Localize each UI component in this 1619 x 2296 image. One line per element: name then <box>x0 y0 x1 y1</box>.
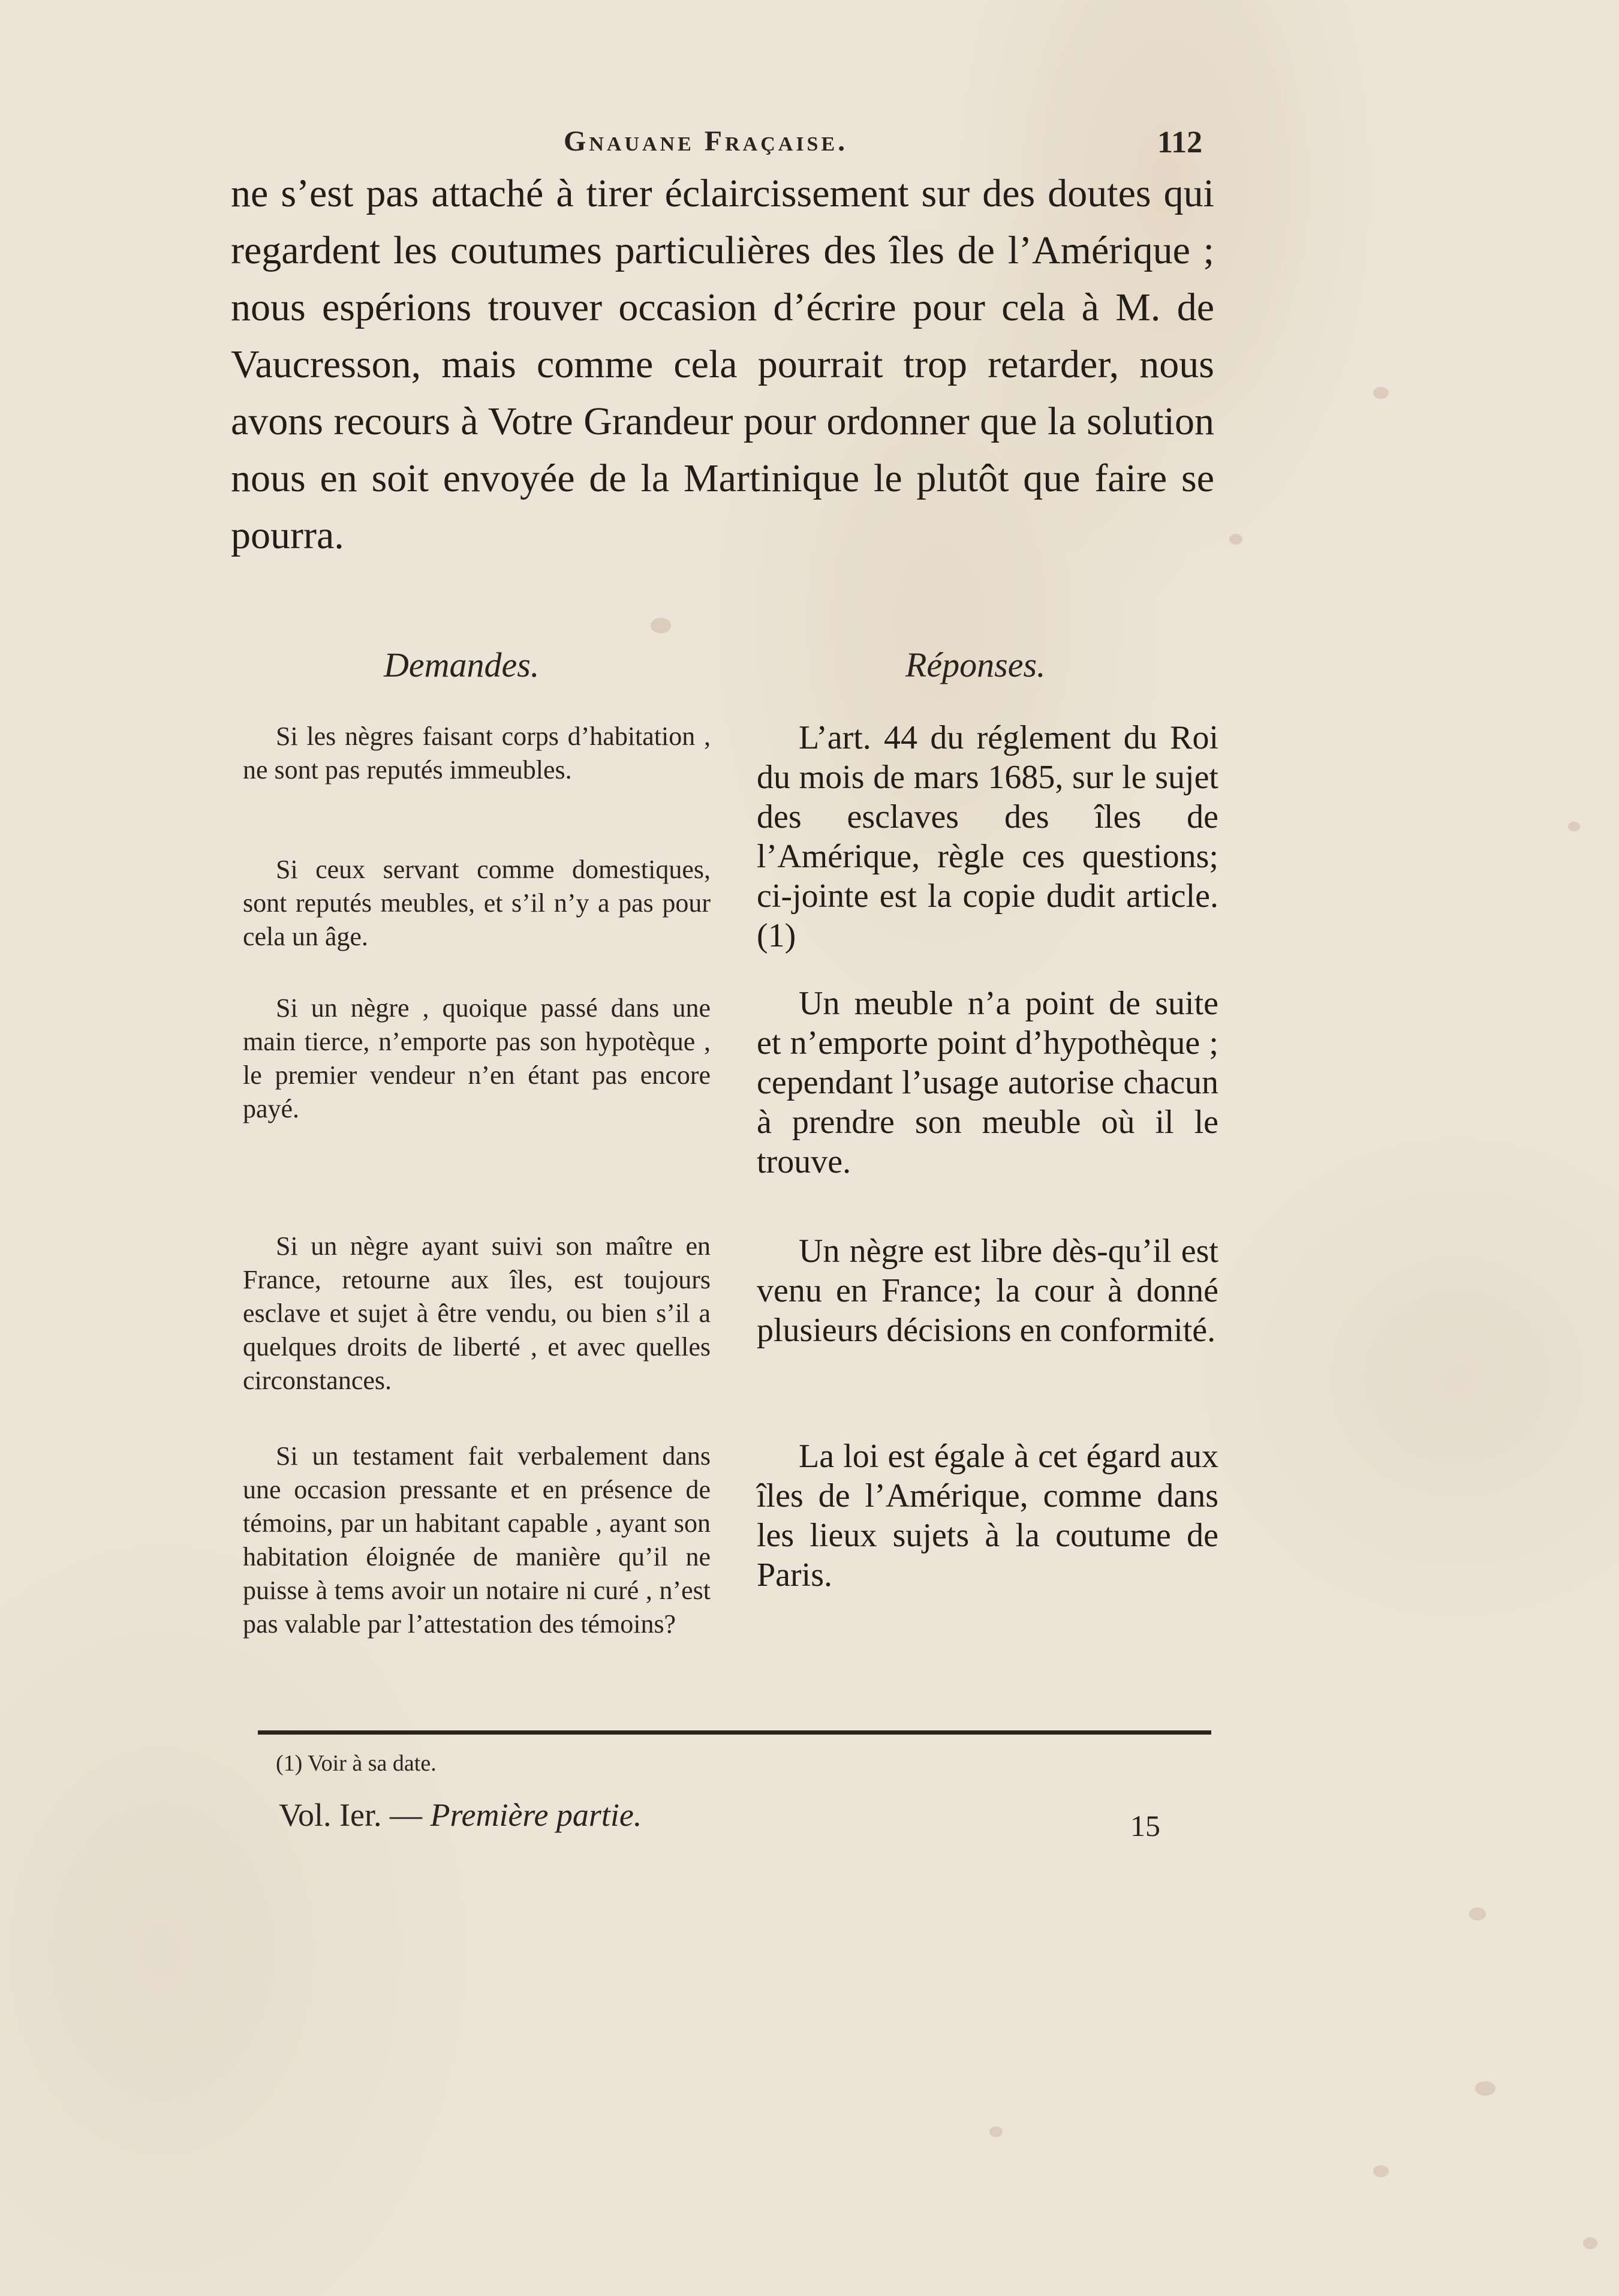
reponses-heading: Réponses. <box>905 645 1046 684</box>
demande-item: Si un testament fait verbalement dans une occasion pressante et en présence de témoins, par un habitant capable , ayant son habitation éloignée de manière qu’il ne puisse à tems avoir un notaire ni curé , n’est pas valable par l’attestation des témoins? <box>243 1441 711 1639</box>
age-spot <box>989 2126 1003 2137</box>
demande-item: Si ceux servant comme domestiques, sont reputés meubles, et s’il n’y a pas pour cela un âge. <box>243 855 711 951</box>
running-head: Gnauane Fraçaise. <box>564 125 848 157</box>
signature-volume: Vol. Ier. — <box>279 1797 422 1833</box>
reponse-item: Un meuble n’a point de suite et n’emporte point d’hypothèque ; cependant l’usage autorise chacun à prendre son meuble où il le trouve. <box>757 985 1218 1180</box>
reponse-item: La loi est égale à cet égard aux îles de l’Amérique, comme dans les lieux sujets à la coutume de Paris. <box>757 1438 1218 1594</box>
age-spot <box>651 618 671 633</box>
footnote-rule <box>258 1730 1211 1735</box>
age-spot <box>1469 1907 1486 1921</box>
demande-item: Si un nègre ayant suivi son maître en France, retourne aux îles, est toujours esclave et sujet à être vendu, ou bien s’il a quelques droits de liberté , et avec quelles circonstances. <box>243 1231 711 1395</box>
signature-line <box>279 1796 642 1834</box>
age-spot <box>1475 2081 1495 2096</box>
reponse-item: L’art. 44 du réglement du Roi du mois de mars 1685, sur le sujet des esclaves des îles de l’Amérique, règle ces questions; ci-jointe est la copie dudit article. (1) <box>757 719 1218 954</box>
signature-part: Première partie. <box>430 1797 642 1833</box>
demande-item: Si un nègre , quoique passé dans une main tierce, n’emporte pas son hypotèque , le premier vendeur n’en étant pas encore payé. <box>243 993 711 1123</box>
age-spot <box>1373 2165 1389 2177</box>
footnote: (1) Voir à sa date. <box>276 1751 437 1776</box>
demande-item: Si les nègres faisant corps d’habitation , ne sont pas reputés immeubles. <box>243 722 711 785</box>
age-spot <box>1229 534 1242 545</box>
page-number: 112 <box>1157 125 1203 160</box>
age-spot <box>1373 387 1389 399</box>
reponse-item: Un nègre est libre dès-qu’il est venu en France; la cour à donné plusieurs décisions en conformité. <box>757 1233 1218 1349</box>
demandes-heading: Demandes. <box>384 645 540 684</box>
age-spot <box>1568 822 1580 831</box>
signature-number: 15 <box>1130 1809 1160 1843</box>
age-spot <box>1583 2237 1597 2249</box>
body-paragraph: ne s’est pas attaché à tirer éclaircissement sur des doutes qui regardent les coutumes particulières des îles de l’Amérique ; nous espérions trouver occasion d’écrire pour cela à M. de Vaucresson, mais comme cela pourrait trop retarder, nous avons recours à Votre Grandeur pour ordonner que la solution nous en soit envoyée de la Martinique le plutôt que faire se pourra. <box>231 172 1214 557</box>
